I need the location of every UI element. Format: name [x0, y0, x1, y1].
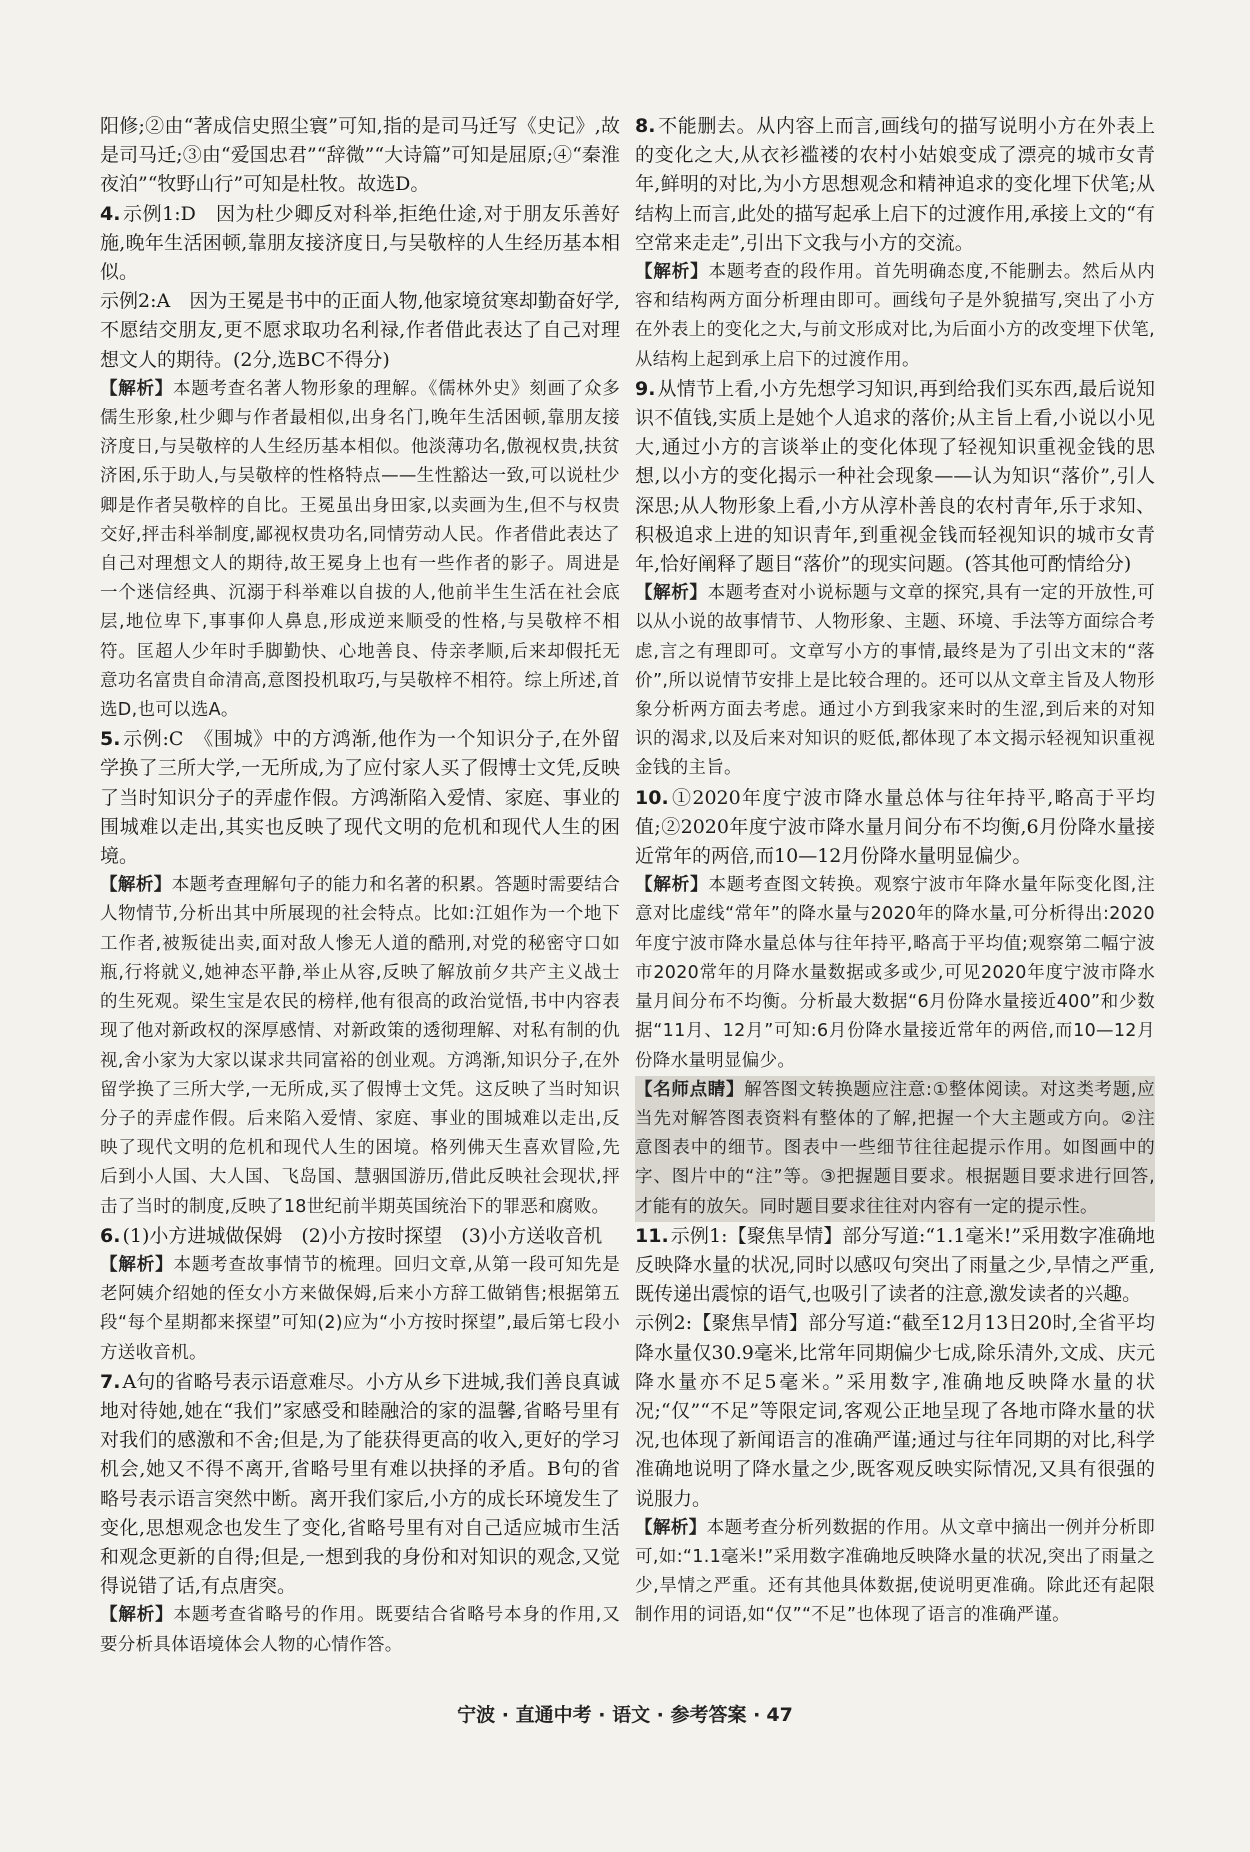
- answer-text: 从情节上看,小方先想学习知识,再到给我们买东西,最后说知识不值钱,实质上是她个人追求的落价;从主旨上看,小说以小见大,通过小方的言谈举止的变化体现了轻视知识重视金钱的思想,以小方的变化揭示一种社会现象——认为知识“落价”,引人深思;从人物形象上看,小方从淳朴善良的农村青年,乐于求知、积极追求上进的知识青年,到重视金钱而轻视知识的城市女青年,恰好阐释了题目“落价”的现实问题。(答其他可酌情给分): [635, 377, 1155, 576]
- left-column: [100, 112, 620, 1660]
- question-number: 10.: [635, 786, 669, 809]
- question-number: 11.: [635, 1224, 669, 1247]
- question-7: [100, 1368, 620, 1660]
- analysis-text: 本题考查对小说标题与文章的探究,具有一定的开放性,可以从小说的故事情节、人物形象、主题、环境、手法等方面综合考虑,言之有理即可。文章写小方的事情,最终是为了引出文末的“落价”,所以说情节安排上是比较合理的。还可以从文章主旨及人物形象分析两方面去考虑。通过小方到我家来时的生涩,到后来的对知识的渴求,以及后来对知识的贬低,都体现了本文揭示轻视知识重视金钱的主旨。: [635, 583, 1155, 779]
- analysis-text: 本题考查的段作用。首先明确态度,不能删去。然后从内容和结构两方面分析理由即可。画线句子是外貌描写,突出了小方在外表上的变化之大,与前文形成对比,为后面小方的改变埋下伏笔,从结构上起到承上启下的过渡作用。: [635, 262, 1156, 370]
- teacher-tip-box: [635, 1076, 1155, 1222]
- right-column: [635, 112, 1155, 1631]
- question-number: 9.: [635, 377, 656, 400]
- intro-text: 阳修;②由“著成信史照尘寰”可知,指的是司马迁写《史记》,故是司马迁;③由“爱国忠君”“辞微”“大诗篇”可知是屈原;④“秦淮夜泊”“牧野山行”可知是杜牧。故选D。: [100, 115, 620, 196]
- question-11: [635, 1222, 1155, 1631]
- question-number: 6.: [100, 1224, 121, 1247]
- answer-text: 示例2:【聚焦旱情】部分写道:“截至12月13日20时,全省平均降水量仅30.9毫米,比常年同期偏少七成,除乐清外,文成、庆元降水量亦不足5毫米。”采用数字,准确地反映降水量的状况;“仅”“不足”等限定词,客观公正地呈现了各地市降水量的状况,也体现了新闻语言的准确严谨;通过与往年同期的对比,科学准确地说明了降水量之少,既客观反映实际情况,又具有很强的说服力。: [635, 1312, 1155, 1510]
- answer-text: A句的省略号表示语意难尽。小方从乡下进城,我们善良真诚地对待她,她在“我们”家感受和睦融洽的家的温馨,省略号里有对我们的感激和不舍;但是,为了能获得更高的收入,更好的学习机会,她又不得不离开,省略号里有难以抉择的矛盾。B句的省略号表示语言突然中断。离开我们家后,小方的成长环境发生了变化,思想观念也发生了变化,省略号里有对自己适应城市生活和观念更新的自得;但是,一想到我的身份和对知识的观念,又觉得说错了话,有点唐突。: [100, 1370, 620, 1598]
- page-footer: [0, 1700, 1250, 1727]
- teacher-tip-tag: 【名师点睛】: [635, 1079, 745, 1100]
- analysis-tag: 【解析】: [100, 1605, 174, 1626]
- analysis-text: 本题考查故事情节的梳理。回归文章,从第一段可知先是老阿姨介绍她的侄女小方来做保姆,后来小方辞工做销售;根据第五段“每个星期都来探望”可知(2)应为“小方按时探望”,最后第七段小方送收音机。: [100, 1254, 621, 1363]
- question-number: 5.: [100, 728, 121, 751]
- analysis-text: 本题考查省略号的作用。既要结合省略号本身的作用,又要分析具体语境体会人物的心情作答。: [100, 1605, 621, 1655]
- analysis-tag: 【解析】: [100, 378, 173, 399]
- answer-text: 示例1:【聚焦旱情】部分写道:“1.1毫米!”采用数字准确地反映降水量的状况,同时以感叹句突出了雨量之少,旱情之严重,既传递出震惊的语气,也吸引了读者的注意,激发读者的兴趣。: [635, 1224, 1155, 1306]
- question-6: [100, 1222, 620, 1368]
- question-10: [635, 784, 1155, 1222]
- answer-text: ①2020年度宁波市降水量总体与往年持平,略高于平均值;②2020年度宁波市降水量月间分布不均衡,6月份降水量接近常年的两倍,而10—12月份降水量明显偏少。: [635, 786, 1155, 868]
- page-number: 47: [766, 1704, 793, 1726]
- question-9: [635, 375, 1155, 784]
- analysis-tag: 【解析】: [635, 875, 709, 896]
- analysis-text: 本题考查图文转换。观察宁波市年降水量年际变化图,注意对比虚线“常年”的降水量与2020年的降水量,可分析得出:2020年度宁波市降水量总体与往年持平,略高于平均值;观察第二幅宁波市2020常年的月降水量数据或多或少,可见2020年度宁波市降水量月间分布不均衡。分析最大数据“6月份降水量接近400”和少数据“11月、12月”可知:6月份降水量接近常年的两倍,而10—12月份降水量明显偏少。: [635, 875, 1156, 1071]
- teacher-tip-text: 解答图文转换题应注意:①整体阅读。对这类考题,应当先对解答图表资料有整体的了解,把握一个大主题或方向。②注意图表中的细节。图表中一些细节往往起提示作用。如图画中的字、图片中的“注”等。③把握题目要求。根据题目要求进行回答,才能有的放矢。同时题目要求往往对内容有一定的提示性。: [635, 1079, 1155, 1217]
- question-number: 8.: [635, 115, 656, 137]
- question-5: [100, 725, 620, 1221]
- analysis-tag: 【解析】: [635, 1517, 707, 1538]
- footer-title: 宁波 · 直通中考 · 语文 · 参考答案 ·: [457, 1704, 761, 1726]
- analysis-tag: 【解析】: [635, 583, 708, 604]
- analysis-tag: 【解析】: [100, 1254, 174, 1275]
- analysis-text: 本题考查名著人物形象的理解。《儒林外史》刻画了众多儒生形象,杜少卿与作者最相似,出身名门,晚年生活困顿,靠朋友接济度日,与吴敬梓的人生经历基本相似。他淡薄功名,傲视权贵,扶贫济困,乐于助人,与吴敬梓的性格特点——生性豁达一致,可以说杜少卿是作者吴敬梓的自比。王冕虽出身田家,以卖画为生,但不与权贵交好,抨击科举制度,鄙视权贵功名,同情劳动人民。作者借此表达了自己对理想文人的期待,故王冕身上也有一些作者的影子。周进是一个迷信经典、沉溺于科举难以自拔的人,他前半生生活在社会底层,地位卑下,事事仰人鼻息,形成逆来顺受的性格,与吴敬梓不相符。匡超人少年时手脚勤快、心地善良、侍亲孝顺,后来却假托无意功名富贵自命清高,意图投机取巧,与吴敬梓不相符。综上所述,首选D,也可以选A。: [100, 378, 621, 721]
- answer-text: 不能删去。从内容上而言,画线句的描写说明小方在外表上的变化之大,从衣衫褴褛的农村小姑娘变成了漂亮的城市女青年,鲜明的对比,为小方思想观念和精神追求的变化埋下伏笔;从结构上而言,此处的描写起承上启下的过渡作用,承接上文的“有空常来走走”,引出下文我与小方的交流。: [635, 115, 1155, 254]
- analysis-tag: 【解析】: [100, 875, 172, 896]
- question-4: [100, 200, 620, 726]
- answer-text: (1)小方进城做保姆 (2)小方按时探望 (3)小方送收音机: [122, 1224, 603, 1247]
- question-number: 7.: [100, 1370, 121, 1393]
- analysis-text: 本题考查理解句子的能力和名著的积累。答题时需要结合人物情节,分析出其中所展现的社会特点。比如:江姐作为一个地下工作者,被叛徒出卖,面对敌人惨无人道的酷刑,对党的秘密守口如瓶,行将就义,她神态平静,举止从容,反映了解放前夕共产主义战士的生死观。梁生宝是农民的榜样,他有很高的政治觉悟,书中内容表现了他对新政权的深厚感情、对新政策的透彻理解、对私有制的仇视,舍小家为大家以谋求共同富裕的创业观。方鸿渐,知识分子,在外留学换了三所大学,一无所成,买了假博士文凭。这反映了当时知识分子的弄虚作假。后来陷入爱情、家庭、事业的围城难以走出,反映了现代文明的危机和现代人生的困境。格列佛天生喜欢冒险,先后到小人国、大人国、飞岛国、慧骃国游历,借此反映社会现状,抨击了当时的制度,反映了18世纪前半期英国统治下的罪恶和腐败。: [100, 875, 621, 1217]
- question-8: [635, 112, 1155, 375]
- answer-text: 示例2:A 因为王冕是书中的正面人物,他家境贫寒却勤奋好学,不愿结交朋友,更不愿求取功名利禄,作者借此表达了自己对理想文人的期待。(2分,选BC不得分): [100, 290, 620, 371]
- analysis-tag: 【解析】: [635, 262, 709, 283]
- answer-text: 示例1:D 因为杜少卿反对科举,拒绝仕途,对于朋友乐善好施,晚年生活困顿,靠朋友接济度日,与吴敬梓的人生经历基本相似。: [100, 202, 620, 284]
- answer-text: 示例:C 《围城》中的方鸿渐,他作为一个知识分子,在外留学换了三所大学,一无所成,为了应付家人买了假博士文凭,反映了当时知识分子的弄虚作假。方鸿渐陷入爱情、家庭、事业的围城难以走出,其实也反映了现代文明的危机和现代人生的困境。: [100, 728, 620, 868]
- question-number: 4.: [100, 202, 121, 225]
- analysis-text: 本题考查分析列数据的作用。从文章中摘出一例并分析即可,如:“1.1毫米!”采用数字准确地反映降水量的状况,突出了雨量之少,旱情之严重。还有其他具体数据,使说明更准确。除此还有起限制作用的词语,如“仅”“不足”也体现了语言的准确严谨。: [635, 1517, 1156, 1626]
